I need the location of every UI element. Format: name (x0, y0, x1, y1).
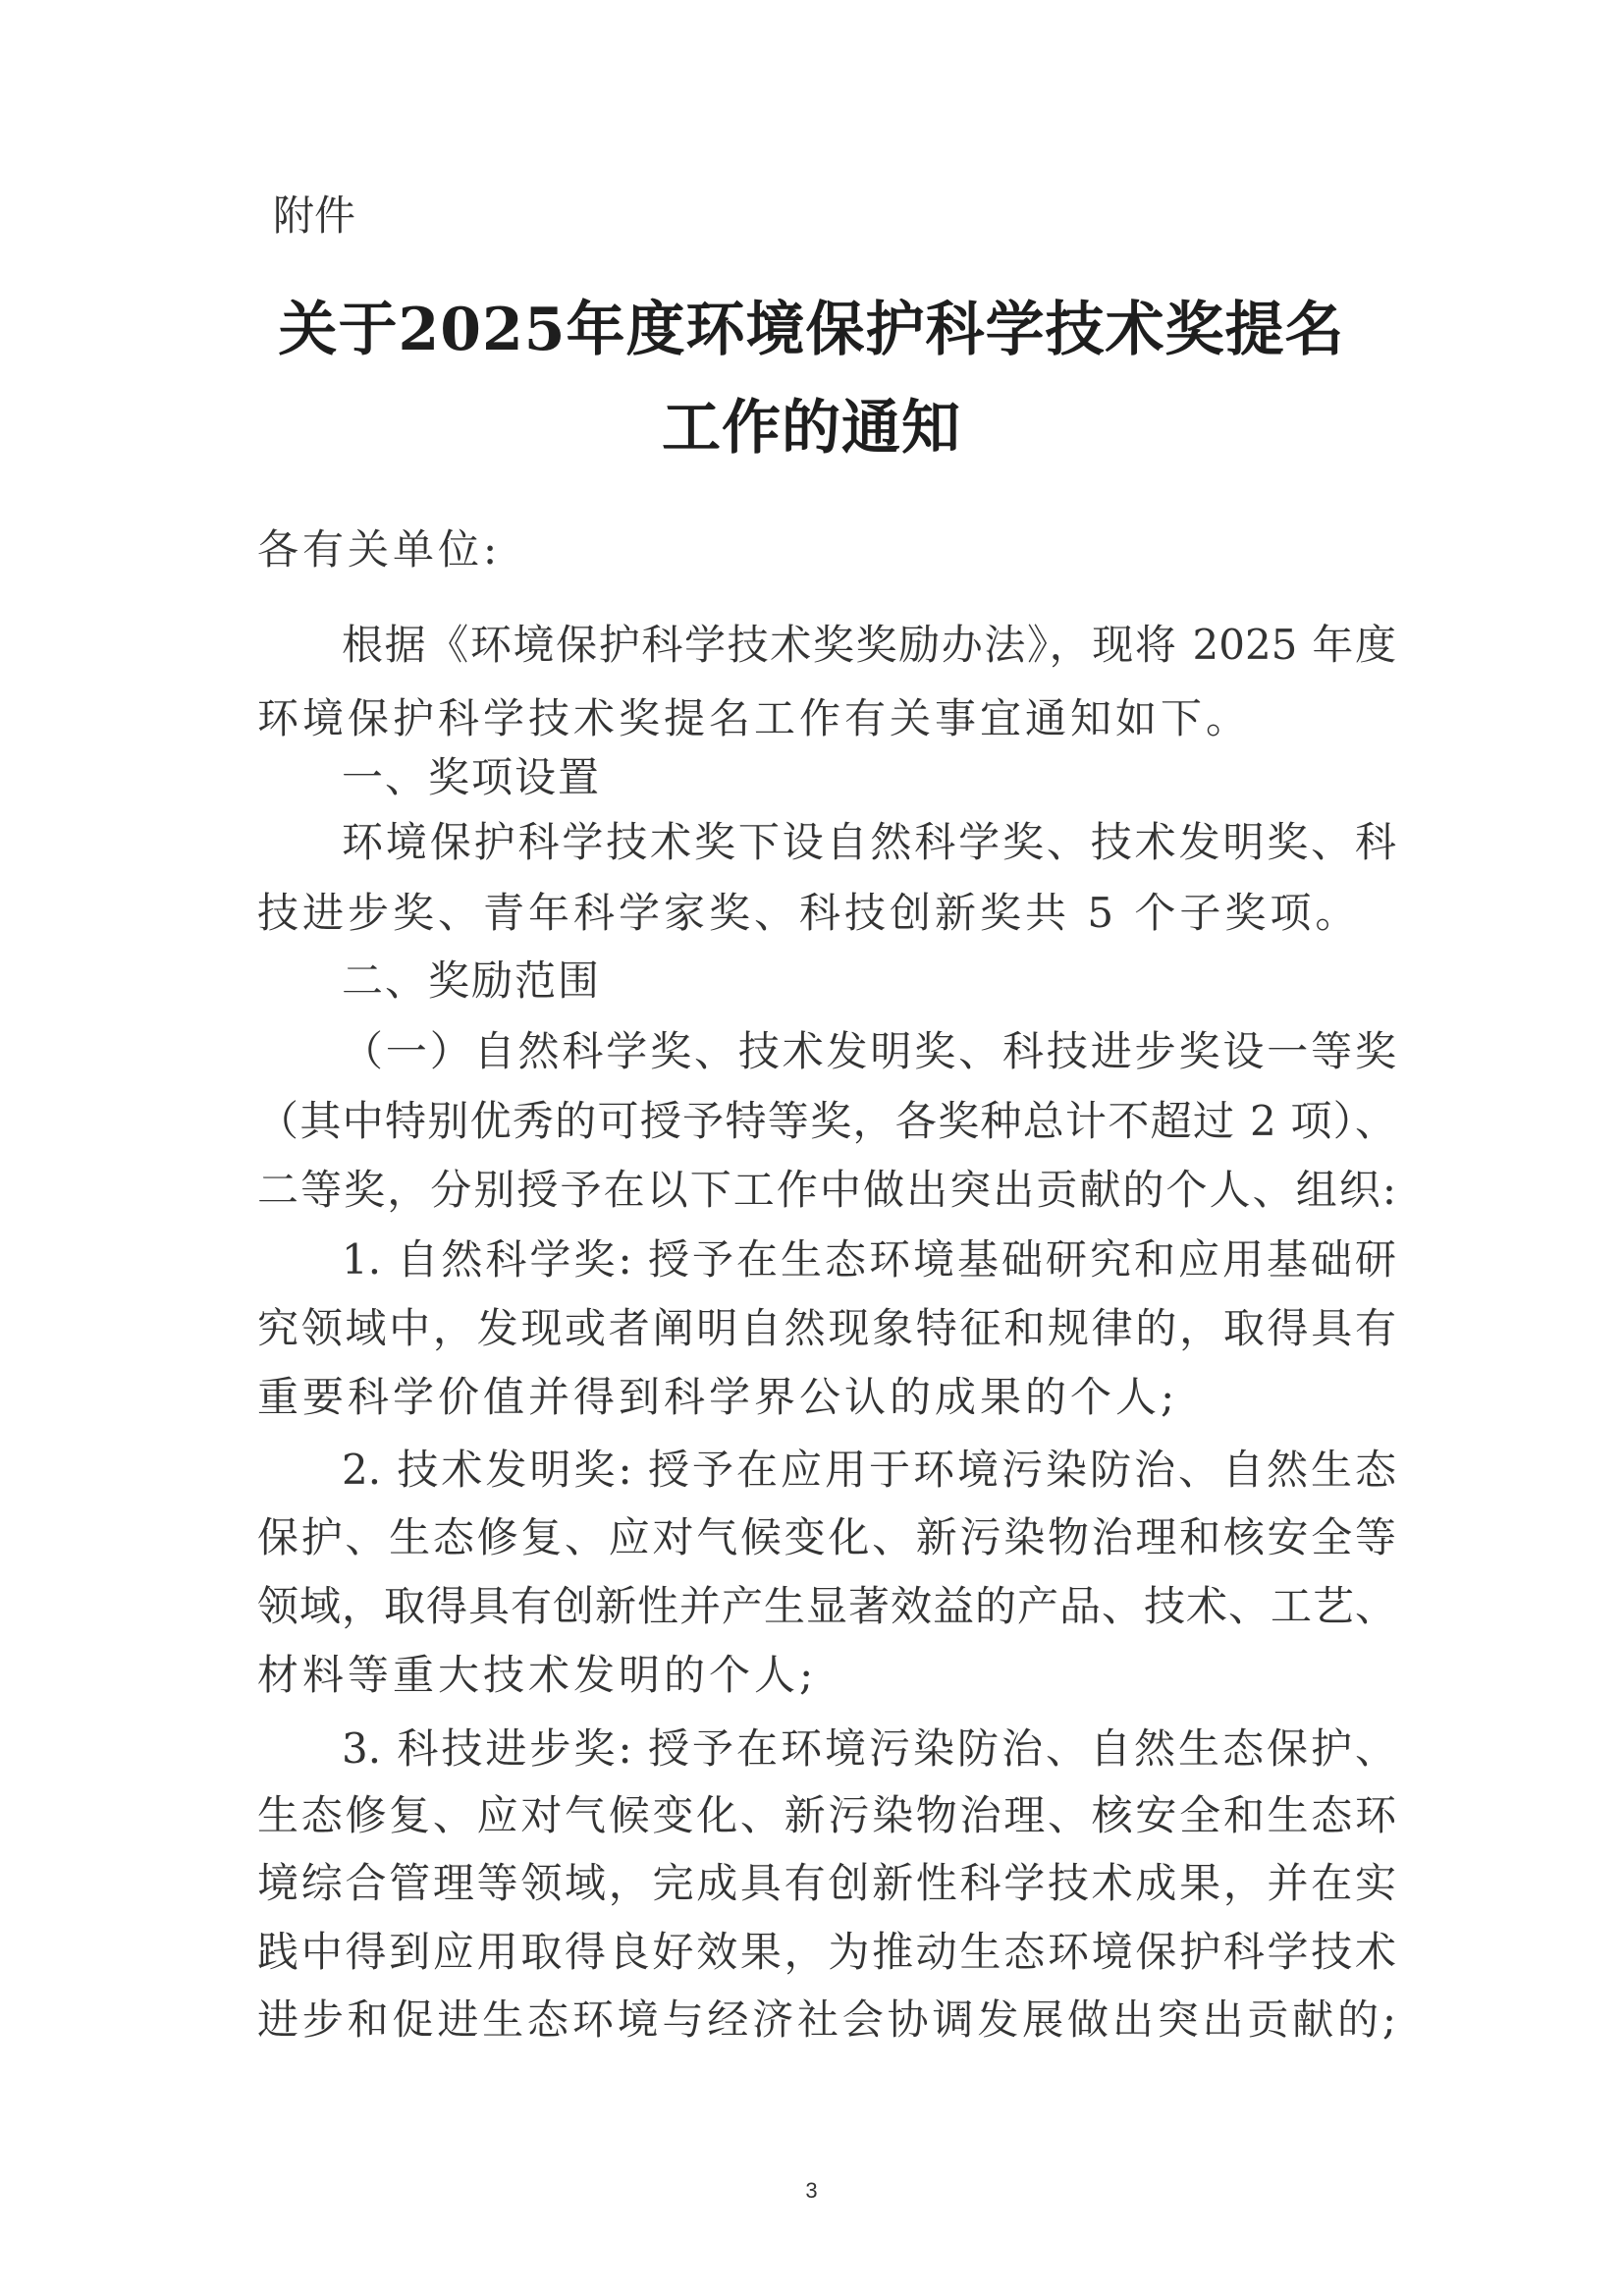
intro-line-1: 根据《环境保护科学技术奖奖励办法》，现将 2025 年度 (342, 621, 1396, 669)
salutation: 各有关单位: (257, 525, 502, 574)
item2-line-3: 领域，取得具有创新性并产生显著效益的产品、技术、工艺、 (257, 1582, 1396, 1630)
item3-line-5: 进步和促进生态环境与经济社会协调发展做出突出贡献的; (257, 1995, 1396, 2044)
item2-line-1: 2. 技术发明奖: 授予在应用于环境污染防治、自然生态 (342, 1446, 1396, 1494)
item3-line-3: 境综合管理等领域，完成具有创新性科学技术成果，并在实 (257, 1859, 1396, 1907)
item3-line-1: 3. 科技进步奖: 授予在环境污染防治、自然生态保护、 (342, 1724, 1396, 1773)
sub1-line-2: （其中特别优秀的可授予特等奖，各奖种总计不超过 2 项）、 (257, 1097, 1396, 1145)
sub1-line-3: 二等奖，分别授予在以下工作中做出突出贡献的个人、组织: (257, 1166, 1396, 1214)
item3-line-4: 践中得到应用取得良好效果，为推动生态环境保护科学技术 (257, 1928, 1396, 1976)
intro-line-2: 环境保护科学技术奖提名工作有关事宜通知如下。 (257, 694, 1252, 742)
section-heading-1: 一、奖项设置 (342, 753, 602, 801)
title-line-2: 工作的通知 (662, 394, 961, 463)
item1-line-1: 1. 自然科学奖: 授予在生态环境基础研究和应用基础研 (342, 1235, 1396, 1284)
sub1-line-1: （一）自然科学奖、技术发明奖、科技进步奖设一等奖 (342, 1027, 1396, 1075)
page-number: 3 (805, 2178, 818, 2203)
section1-line-2: 技进步奖、青年科学家奖、科技创新奖共 5 个子奖项。 (257, 889, 1361, 937)
item1-line-3: 重要科学价值并得到科学界公认的成果的个人; (257, 1373, 1179, 1421)
title-line-1: 关于2025年度环境保护科学技术奖提名 (278, 296, 1345, 364)
item1-line-2: 究领域中，发现或者阐明自然现象特征和规律的，取得具有 (257, 1304, 1396, 1352)
item2-line-4: 材料等重大技术发明的个人; (257, 1651, 818, 1699)
attachment-label: 附件 (273, 191, 356, 240)
section1-line-1: 环境保护科学技术奖下设自然科学奖、技术发明奖、科 (342, 818, 1396, 866)
section-heading-2: 二、奖励范围 (342, 957, 602, 1005)
item3-line-2: 生态修复、应对气候变化、新污染物治理、核安全和生态环 (257, 1791, 1396, 1839)
item2-line-2: 保护、生态修复、应对气候变化、新污染物治理和核安全等 (257, 1513, 1396, 1561)
